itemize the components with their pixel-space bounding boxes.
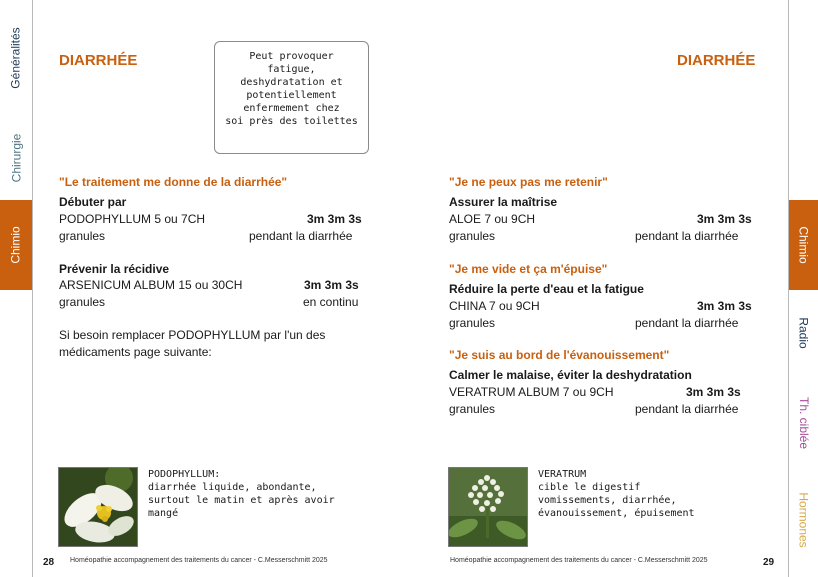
podophyllum-photo — [58, 467, 138, 547]
tab-label: Chimio — [9, 226, 23, 264]
tab-generalites[interactable] — [0, 0, 32, 115]
section-heading: Réduire la perte d'eau et la fatigue — [449, 282, 644, 296]
dose: 3m 3m 3s — [304, 278, 359, 292]
note-line: Peut provoquer — [249, 51, 334, 62]
duration: pendant la diarrhée — [249, 229, 353, 243]
left-tab-strip — [0, 0, 33, 577]
tab-label: Généralités — [9, 26, 23, 89]
note-line: deshydratation et — [240, 77, 343, 88]
caption-line: mangé — [148, 508, 179, 519]
tab-chimio-active[interactable] — [0, 200, 32, 290]
caption-line: vomissements, diarrhée, — [538, 495, 677, 506]
dose: 3m 3m 3s — [697, 299, 752, 313]
right-quote: "Je suis au bord de l'évanouissement" — [449, 348, 670, 362]
footer-left: Homéopathie accompagnement des traitements du cancer - C.Messerschmitt 2025 — [70, 557, 328, 564]
right-page-title: DIARRHÉE — [677, 52, 756, 69]
section-heading: Calmer le malaise, éviter la deshydratation — [449, 368, 692, 382]
remedy-name: VERATRUM ALBUM 7 ou 9CH — [449, 385, 614, 399]
tab-label: Hormones — [797, 492, 812, 548]
tab-label: Chirurgie — [9, 133, 23, 182]
note-line: soi près des toilettes — [225, 116, 358, 127]
tab-label: Chimio — [797, 226, 811, 264]
remedy-name: ALOE 7 ou 9CH — [449, 212, 536, 226]
section-heading: Débuter par — [59, 195, 127, 209]
page-number-left: 28 — [43, 557, 55, 568]
tab-radio[interactable] — [789, 295, 818, 370]
handwritten-note — [214, 41, 369, 154]
note-line: fatigue, — [267, 64, 316, 75]
veratrum-caption — [538, 468, 695, 520]
veratrum-photo — [448, 467, 528, 547]
duration: pendant la diarrhée — [635, 229, 739, 243]
duration: en continu — [303, 295, 359, 309]
left-quote: "Le traitement me donne de la diarrhée" — [59, 175, 288, 189]
remedy-name: PODOPHYLLUM 5 ou 7CH — [59, 212, 206, 226]
tab-therapie-ciblee[interactable] — [789, 375, 818, 470]
right-quote: "Je ne peux pas me retenir" — [449, 175, 608, 189]
page-number-right: 29 — [763, 557, 775, 568]
advice-line: médicaments page suivante: — [59, 345, 212, 359]
remedy-name: CHINA 7 ou 9CH — [449, 299, 540, 313]
remedy-form: granules — [59, 229, 106, 243]
note-line: potentiellement — [246, 90, 337, 101]
caption-line: VERATRUM — [538, 469, 587, 480]
remedy-form: granules — [59, 295, 106, 309]
section-heading: Assurer la maîtrise — [449, 195, 558, 209]
left-page-title: DIARRHÉE — [59, 52, 138, 69]
duration: pendant la diarrhée — [635, 316, 739, 330]
tab-label: Th. ciblée — [797, 396, 811, 449]
advice-line: Si besoin remplacer PODOPHYLLUM par l'un des — [59, 328, 326, 342]
remedy-form: granules — [449, 402, 496, 416]
dose: 3m 3m 3s — [686, 385, 741, 399]
caption-line: PODOPHYLLUM: — [148, 469, 221, 480]
remedy-form: granules — [449, 316, 496, 330]
remedy-form: granules — [449, 229, 496, 243]
remedy-name: ARSENICUM ALBUM 15 ou 30CH — [59, 278, 243, 292]
tab-label: Radio — [797, 316, 812, 349]
caption-line: cible le digestif — [538, 482, 641, 493]
tab-chirurgie[interactable] — [0, 115, 32, 200]
caption-line: évanouissement, épuisement — [538, 508, 695, 519]
footer-right: Homéopathie accompagnement des traitements du cancer - C.Messerschmitt 2025 — [450, 557, 708, 564]
duration: pendant la diarrhée — [635, 402, 739, 416]
tab-chimio-active-right[interactable] — [789, 200, 818, 290]
dose: 3m 3m 3s — [697, 212, 752, 226]
caption-line: diarrhée liquide, abondante, — [148, 482, 317, 493]
right-quote: "Je me vide et ça m'épuise" — [449, 262, 608, 276]
right-tab-strip — [788, 0, 818, 577]
podophyllum-caption — [148, 468, 335, 520]
caption-line: surtout le matin et après avoir — [148, 495, 335, 506]
section-heading: Prévenir la récidive — [59, 262, 170, 276]
note-line: enfermement chez — [243, 103, 340, 114]
tab-hormones[interactable] — [789, 470, 818, 570]
dose: 3m 3m 3s — [307, 212, 362, 226]
